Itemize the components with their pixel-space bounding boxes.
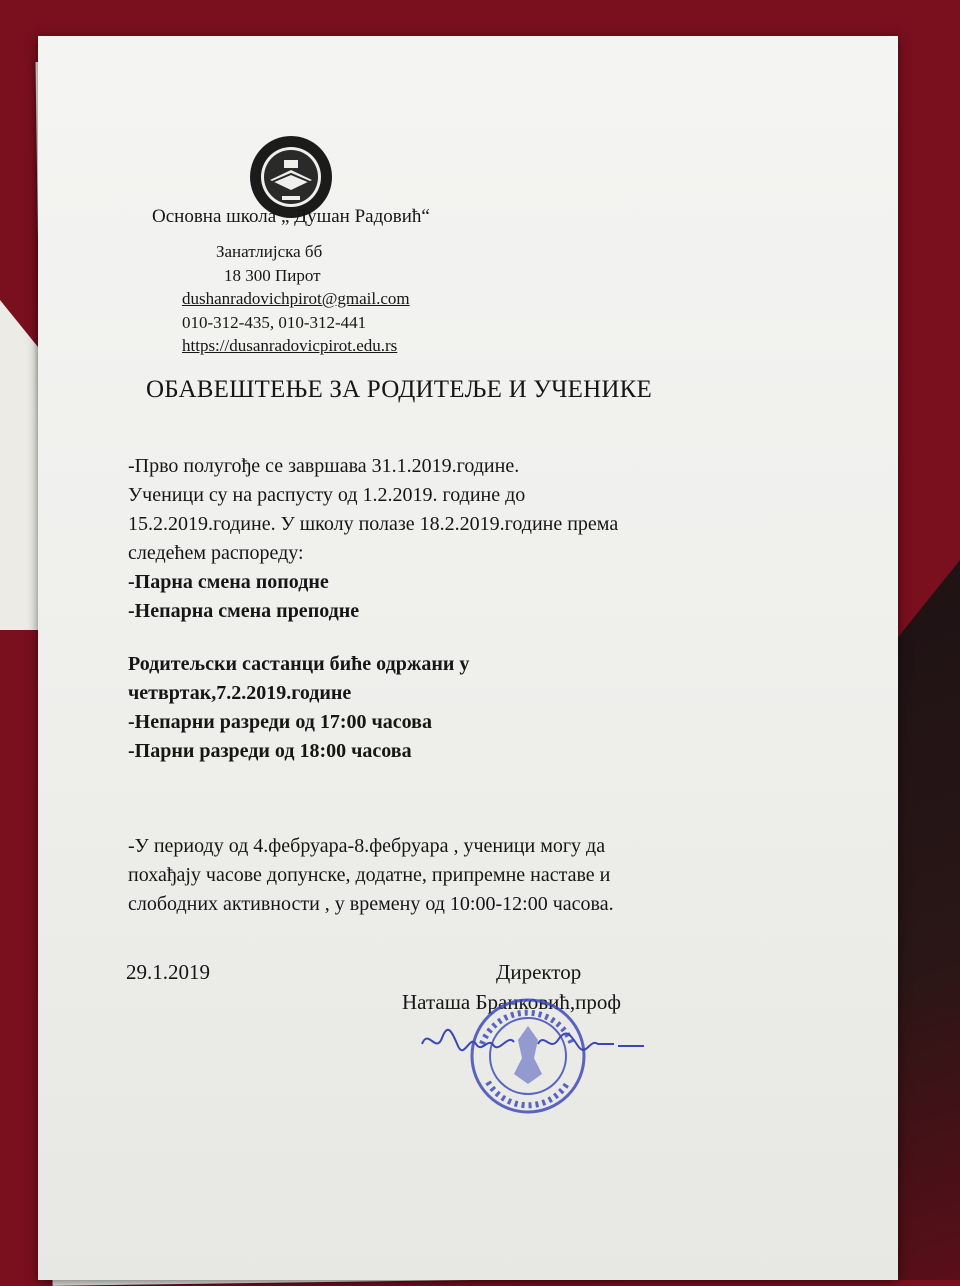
shift-odd: -Непарна смена преподне xyxy=(128,600,360,622)
paragraph-activities xyxy=(128,832,614,919)
paragraph-line: -Прво полугође се завршава 31.1.2019.године. xyxy=(128,455,520,477)
paragraph-line: Ученици су на распусту од 1.2.2019. године до xyxy=(128,484,526,506)
paragraph-meetings xyxy=(128,650,469,766)
paragraph-line: следећем распореду: xyxy=(128,542,304,564)
school-city: 18 300 Пирот xyxy=(224,266,321,285)
meetings-odd-grades: -Непарни разреди од 17:00 часова xyxy=(128,711,432,733)
paragraph-semester xyxy=(128,452,618,626)
handwritten-signature xyxy=(418,1024,648,1058)
background-paper-edge xyxy=(0,300,40,630)
school-email-link[interactable]: dushanradovichpirot@gmail.com xyxy=(182,289,410,308)
school-website-link[interactable]: https://dusanradovicpirot.edu.rs xyxy=(182,336,398,355)
school-street: Занатлијска бб xyxy=(216,242,323,261)
meetings-date: четвртак,7.2.2019.године xyxy=(128,682,352,704)
paragraph-line: слободних активности , у времену од 10:00-12:00 часова. xyxy=(128,893,614,915)
notice-title: ОБАВЕШТЕЊЕ ЗА РОДИТЕЉЕ И УЧЕНИКЕ xyxy=(146,376,652,403)
notice-sheet xyxy=(38,36,898,1280)
paragraph-line: -У периоду од 4.фебруара-8.фебруара , ученици могу да xyxy=(128,835,606,857)
paragraph-line: похађају часове допунске, додатне, припремне наставе и xyxy=(128,864,611,886)
school-name: Основна школа „ Душан Радовић“ xyxy=(152,206,430,227)
director-label: Директор xyxy=(496,960,582,984)
meetings-line: Родитељски састанци биће одржани у xyxy=(128,653,470,675)
notice-date: 29.1.2019 xyxy=(126,960,210,984)
meetings-even-grades: -Парни разреди од 18:00 часова xyxy=(128,740,412,762)
paragraph-line: 15.2.2019.године. У школу полазе 18.2.2019.године према xyxy=(128,513,619,535)
shift-even: -Парна смена поподне xyxy=(128,571,329,593)
school-phones: 010-312-435, 010-312-441 xyxy=(182,313,367,332)
director-name: Наташа Бранковић,проф xyxy=(402,990,621,1014)
